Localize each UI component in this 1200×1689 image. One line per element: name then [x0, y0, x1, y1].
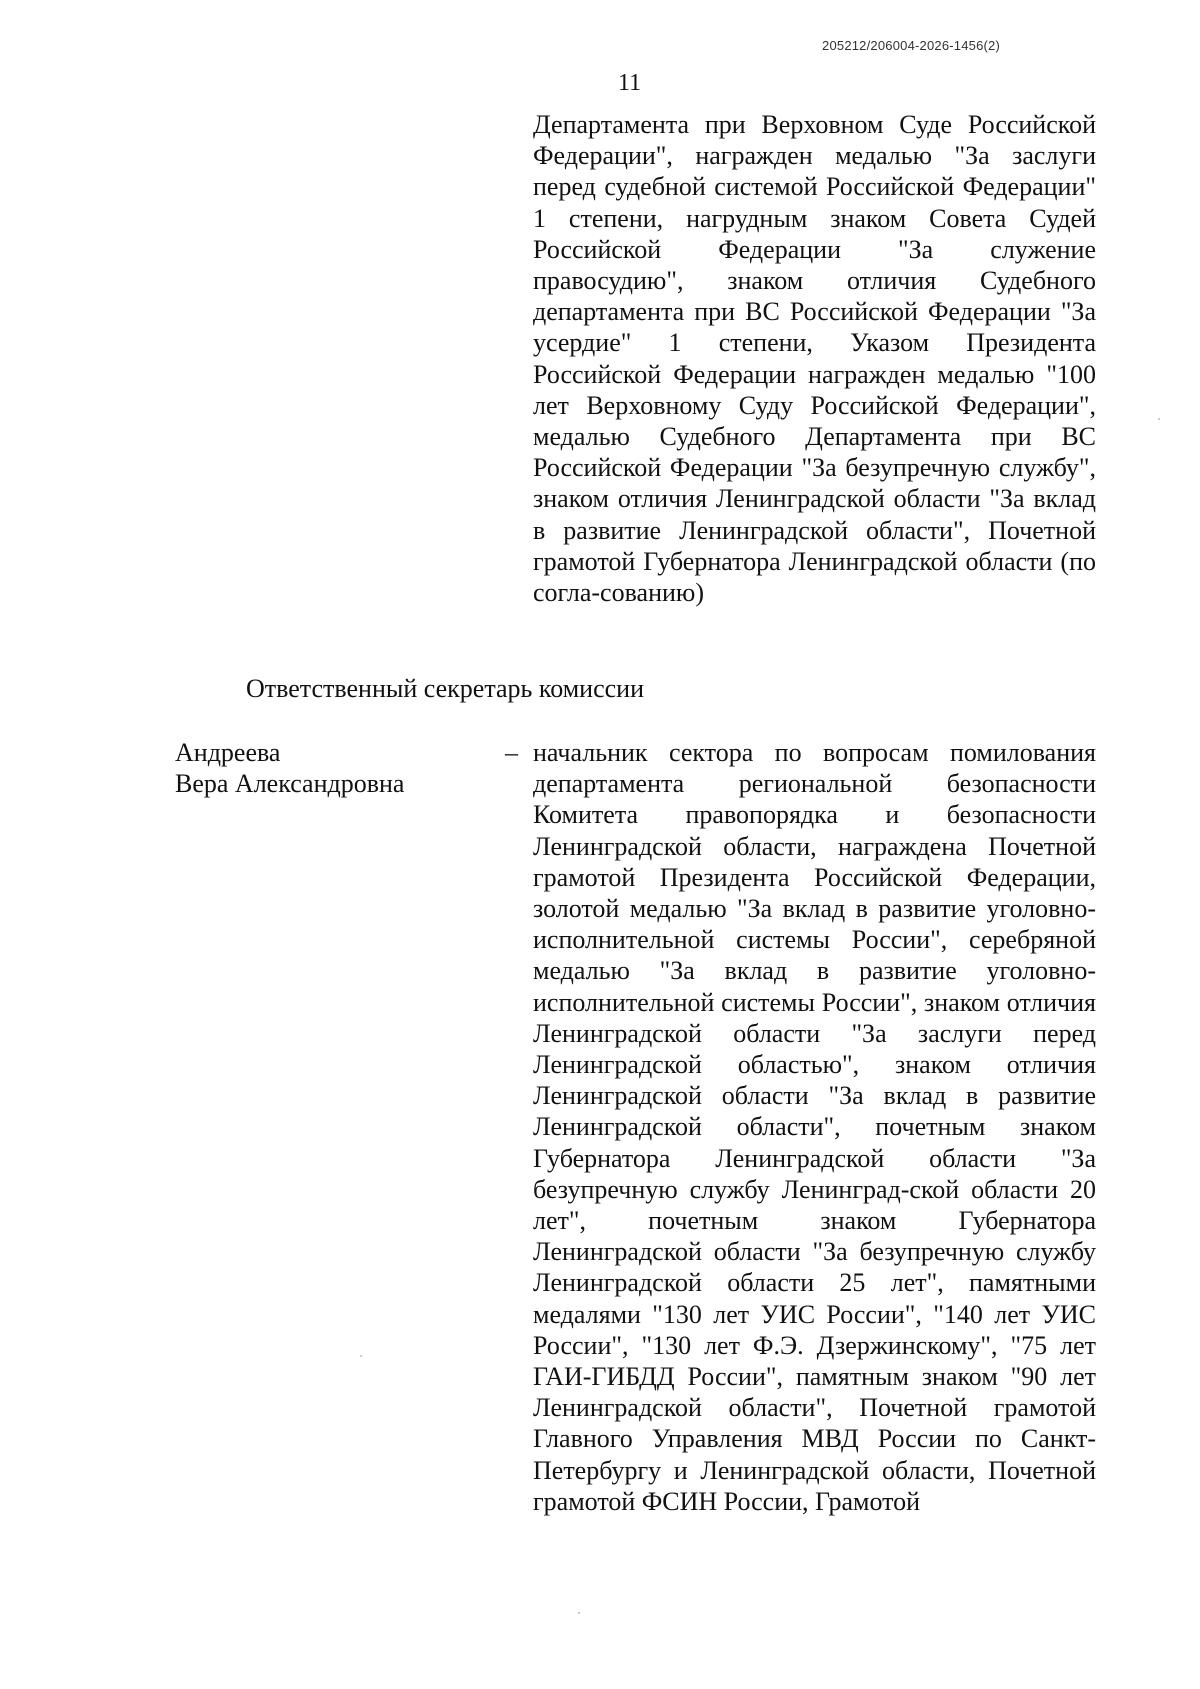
member-surname: Андреева	[175, 738, 281, 767]
continued-member-description	[533, 109, 1096, 608]
scan-speck	[1158, 418, 1160, 420]
member-dash: –	[505, 738, 518, 767]
scan-speck	[360, 1355, 362, 1357]
section-heading: Ответственный секретарь комиссии	[246, 674, 644, 703]
scan-speck	[578, 1612, 580, 1614]
member-given-names: Вера Александровна	[175, 769, 405, 799]
member-name	[175, 737, 495, 799]
document-id: 205212/206004-2026-1456(2)	[822, 38, 1000, 53]
member-description-text: начальник сектора по вопросам помилования департамента региональной безопасности Комитета правопорядка и безопасности Ленинградской области, награждена Почетной грамотой Президента Российской Федерации, золотой медалью "За вклад в развитие уголовно-исполнительной системы России", серебряной медалью "За вклад в развитие уголовно-исполнительной системы России", знаком отличия Ленинградской области "За заслуги перед Ленинградской областью", знаком отличия Ленинградской области "За вклад в развитие Ленинградской области", почетным знаком Губернатора Ленинградской области "За безупречную службу Ленинград-ской области 20 лет", почетным знаком Губернатора Ленинградской области "За безупречную службу Ленинградской области 25 лет", памятными медалями "130 лет УИС России", "140 лет УИС России", "130 лет Ф.Э. Дзержинскому", "75 лет ГАИ-ГИБДД России", памятным знаком "90 лет Ленинградской области", Почетной грамотой Главного Управления МВД России по Санкт-Петербургу и Ленинградской области, Почетной грамотой ФСИН России, Грамотой	[533, 738, 1096, 1516]
member-description	[533, 737, 1096, 1517]
continued-description-text: Департамента при Верховном Суде Российской Федерации", награжден медалью "За заслуги перед судебной системой Российской Федерации" 1 степени, нагрудным знаком Совета Судей Российской Федерации "За служение правосудию", знаком отличия Судебного департамента при ВС Российской Федерации "За усердие" 1 степени, Указом Президента Российской Федерации награжден медалью "100 лет Верховному Суду Российской Федерации", медалью Судебного Департамента при ВС Российской Федерации "За безупречную службу", знаком отличия Ленинградской области "За вклад в развитие Ленинградской области", Почетной грамотой Губернатора Ленинградской области (по согла-сованию)	[533, 110, 1096, 608]
page-number: 11	[618, 70, 642, 96]
